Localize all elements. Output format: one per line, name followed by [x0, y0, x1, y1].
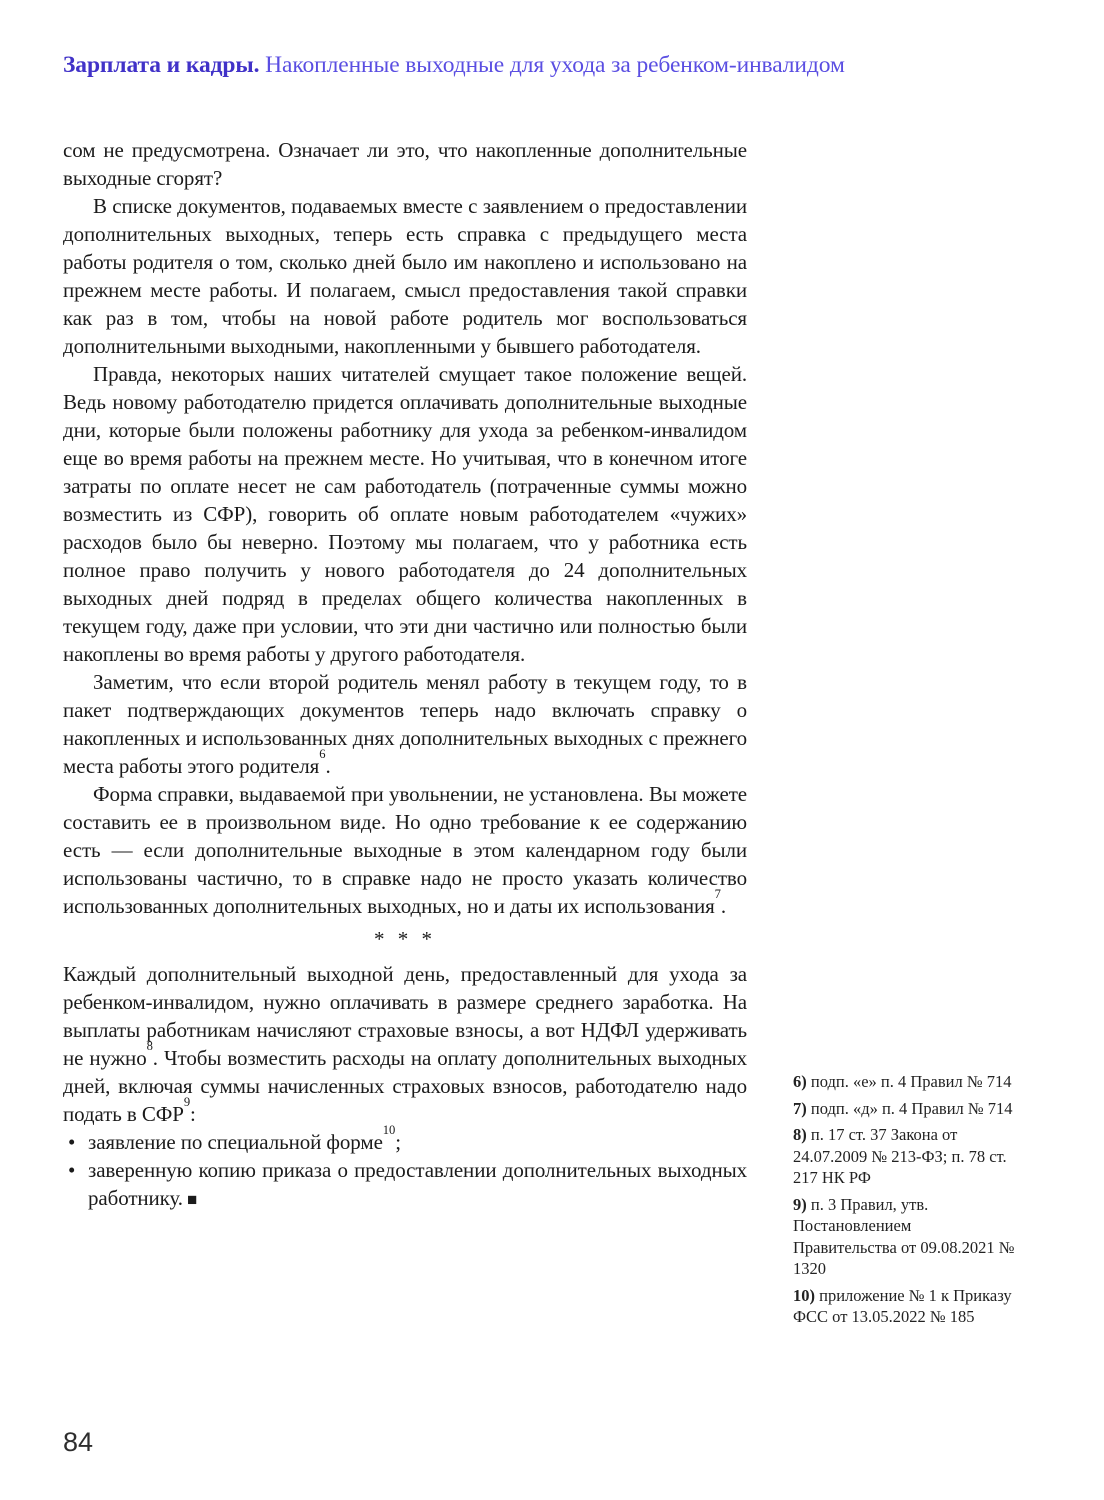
footnote-ref-10: 10 [382, 1123, 396, 1138]
paragraph-continuation [63, 136, 747, 192]
text-segment: Каждый дополнительный выходной день, предоставленный для ухода за ребенком-инвалидом, нужно оплачивать в размере среднего заработка. На выплаты работникам начисляют страховые взносы, а вот НДФЛ удерживать не нужно [63, 962, 747, 1070]
article-body [63, 136, 747, 1214]
footnote-ref-8: 8 [146, 1039, 153, 1054]
text-segment: Форма справки, выдаваемой при увольнении, не установлена. Вы можете составить ее в произвольном виде. Но одно требование к ее содержанию есть — если дополнительные выходные в этом календарном году были использованы частично, то в справке надо не просто указать количество использованных дополнительных выходных, но и даты их использования [63, 782, 747, 918]
rubric-label: Зарплата и кадры. [63, 52, 260, 78]
footnote-text: подп. «д» п. 4 Правил № 714 [810, 1098, 1013, 1118]
end-of-article-icon: ■ [186, 1190, 198, 1209]
footnote-ref-7: 7 [714, 887, 721, 902]
text-segment: . [325, 754, 331, 778]
footnote-number: 7) [793, 1098, 807, 1118]
footnote-text: п. 17 ст. 37 Закона от 24.07.2009 № 213-ФЗ; п. 78 ст. 217 НК РФ [793, 1125, 1007, 1187]
footnote [793, 1285, 1017, 1328]
paragraph [63, 780, 747, 920]
text-segment: . [720, 894, 727, 918]
text-segment: Заметим, что если второй родитель менял работу в текущем году, то в пакет подтверждающих документов теперь надо включать справку о накопленных и использованных днях дополнительных выходных с прежнего места работы этого родителя [63, 670, 747, 778]
footnote [793, 1124, 1017, 1189]
article-title: Накопленные выходные для ухода за ребенком-инвалидом [265, 52, 845, 78]
section-divider: * * * [374, 927, 436, 951]
footnote-number: 9) [793, 1194, 807, 1214]
footnote-text: п. 3 Правил, утв. Постановлением Правительства от 09.08.2021 № 1320 [793, 1194, 1015, 1278]
footnote-text: подп. «е» п. 4 Правил № 714 [810, 1072, 1012, 1091]
footnote [793, 1071, 1017, 1093]
text-segment: сом не предусмотрена. Означает ли это, что накопленные дополнительные выходные сгорят? [63, 138, 747, 190]
text-segment: ; [395, 1130, 401, 1154]
footnote [793, 1194, 1017, 1280]
footnote-ref-9: 9 [183, 1095, 191, 1110]
footnotes-column [793, 1071, 1017, 1333]
text-segment: заявление по специальной форме [88, 1130, 383, 1154]
list-item [63, 1156, 747, 1214]
paragraph [63, 192, 747, 360]
footnote-number: 10) [793, 1285, 815, 1305]
text-segment: В списке документов, подаваемых вместе с заявлением о предоставлении дополнительных выходных, теперь есть справка с предыдущего места работы родителя о том, сколько дней было им накоплено и использовано на прежнем месте работы. И полагаем, смысл предоставления такой справки как раз в том, чтобы на новой работе родитель мог воспользоваться дополнительными выходными, накопленными у бывшего работодателя. [63, 194, 747, 358]
footnote-text: приложение № 1 к Приказу ФСС от 13.05.2022 № 185 [793, 1285, 1012, 1326]
list-item [63, 1123, 747, 1156]
paragraph [63, 668, 747, 780]
text-segment: : [190, 1102, 196, 1126]
running-head [63, 50, 1063, 80]
footnote-number: 8) [793, 1125, 807, 1144]
bullet-icon: • [68, 1130, 76, 1154]
list-item-text [88, 1123, 747, 1156]
footnote [793, 1098, 1017, 1120]
text-segment: Правда, некоторых наших читателей смущает такое положение вещей. Ведь новому работодателю придется оплачивать дополнительные выходные дни, которые были положены работнику для ухода за ребенком-инвалидом еще во время работы на прежнем месте. Но учитывая, что в конечном итоге затраты по оплате несет не сам работодатель (потраченные суммы можно возместить из СФР), говорить об оплате новым работодателем «чужих» расходов было бы неверно. Поэтому мы полагаем, что у работника есть полное право получить у нового работодателя до 24 дополнительных выходных дней подряд в пределах общего количества накопленных в текущем году, даже при условии, что эти дни частично или полностью были накоплены во время работы у другого работодателя. [63, 362, 747, 666]
text-segment: . Чтобы возместить расходы на оплату дополнительных выходных дней, включая суммы начисленных страховых взносов, работодателю надо подать в СФР [63, 1046, 747, 1126]
footnote-ref-6: 6 [319, 747, 326, 762]
list-item-text [88, 1156, 747, 1214]
footnote-number: 6) [793, 1072, 807, 1091]
bullet-icon: • [68, 1158, 76, 1182]
text-segment: заверенную копию приказа о предоставлении дополнительных выходных работнику. [88, 1158, 747, 1210]
paragraph [63, 360, 747, 668]
page-number: 84 [63, 1427, 94, 1457]
paragraph-summary [63, 960, 747, 1128]
